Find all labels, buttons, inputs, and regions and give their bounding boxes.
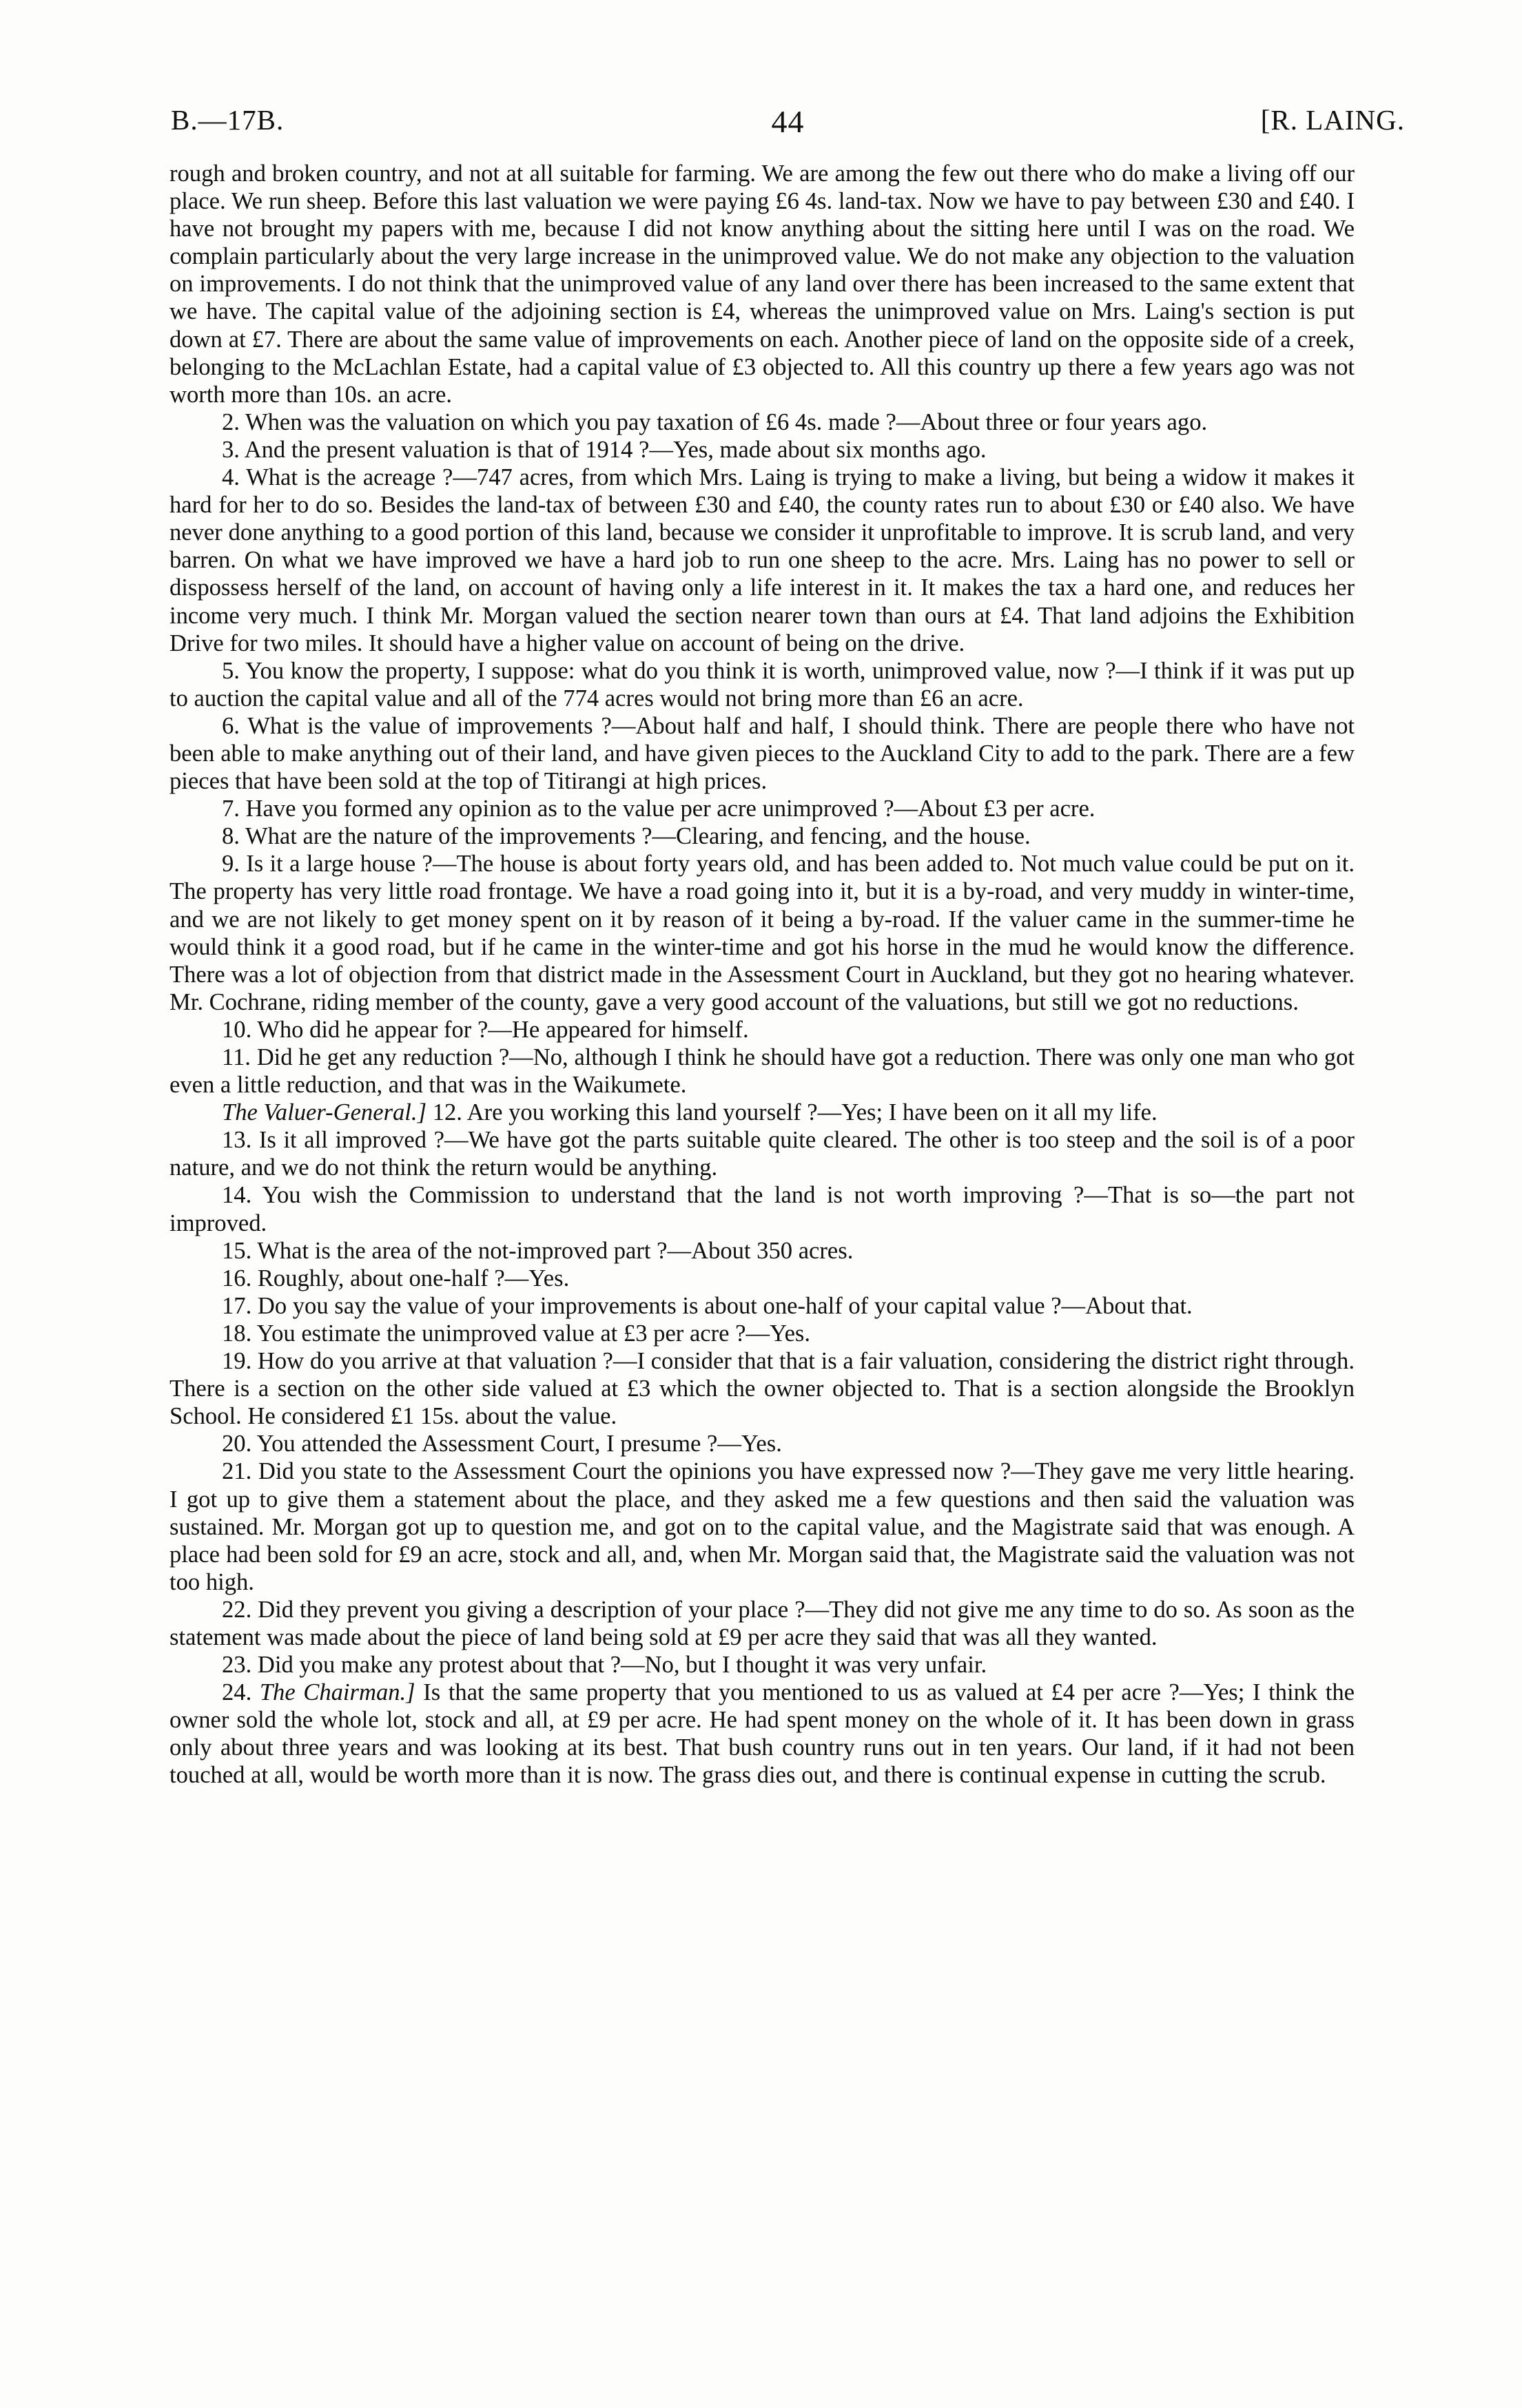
- paragraph: 10. Who did he appear for ?—He appeared for himself.: [222, 1016, 749, 1043]
- paragraph: 21. Did you state to the Assessment Court the opinions you have expressed now ?—They gave me very little hearing. I got up to give them a statement about the place, and they asked me a few questions and then said the valuation was sustained. Mr. Morgan got up to question me, and got on to the capital value, and the Magistrate said that was enough. A place had been sold for £9 an acre, stock and all, and, when Mr. Morgan said that, the Magistrate said the valuation was not too high.: [169, 1458, 1355, 1595]
- paragraph: 20. You attended the Assessment Court, I presume ?—Yes.: [222, 1431, 782, 1457]
- paragraph: 6. What is the value of improvements ?—About half and half, I should think. There are people there who have not been able to make anything out of their land, and have given pieces to the Auckland City to add to the park. There are a few pieces that have been sold at the top of Titirangi at high prices.: [169, 712, 1355, 795]
- paragraph: 22. Did they prevent you giving a description of your place ?—They did not give me any time to do so. As soon as the statement was made about the piece of land being sold at £9 per acre they said that was all they wanted.: [169, 1596, 1355, 1650]
- paragraph: 8. What are the nature of the improvements ?—Clearing, and fencing, and the house.: [222, 823, 1031, 850]
- paragraph: 18. You estimate the unimproved value at £3 per acre ?—Yes.: [222, 1320, 811, 1347]
- page-header: [171, 103, 1405, 145]
- paragraph: 16. Roughly, about one-half ?—Yes.: [222, 1265, 570, 1291]
- witness-name: [R. LAING.: [1260, 104, 1405, 136]
- document-reference: B.—17B.: [171, 104, 285, 136]
- paragraph: [169, 1679, 1355, 1789]
- paragraph: 9. Is it a large house ?—The house is about forty years old, and has been added to. Not much value could be put on it. The property has very little road frontage. We have a road going into it, but it is a by-road, and very muddy in winter-time, and we are not likely to get money spent on it by reason of it being a by-road. If the valuer came in the summer-time he would think it a good road, but if he came in the winter-time and got his horse in the mud he would know the difference. There was a lot of objection from that district made in the Assessment Court in Auckland, but they got no hearing whatever. Mr. Cochrane, riding member of the county, gave a very good account of the valuations, but still we got no reductions.: [169, 851, 1355, 1015]
- paragraph: 4. What is the acreage ?—747 acres, from which Mrs. Laing is trying to make a living, but being a widow it makes it hard for her to do so. Besides the land-tax of between £30 and £40, the county rates run to about £30 or £40 also. We have never done anything to a good portion of this land, because we consider it unprofitable to improve. It is scrub land, and very barren. On what we have improved we have a hard job to run one sheep to the acre. Mrs. Laing has no power to sell or dispossess herself of the land, on account of having only a life interest in it. It makes the tax a hard one, and reduces her income very much. I think Mr. Morgan valued the section nearer town than ours at £4. That land adjoins the Exhibition Drive for two miles. It should have a higher value on account of being on the drive.: [169, 464, 1355, 656]
- speaker-label: The Valuer-General.]: [222, 1099, 427, 1126]
- paragraph: 15. What is the area of the not-improved part ?—About 350 acres.: [222, 1237, 854, 1264]
- page-number: 44: [771, 104, 805, 139]
- paragraph-text: 12. Are you working this land yourself ?—Yes; I have been on it all my life.: [432, 1099, 1158, 1126]
- paragraph: 19. How do you arrive at that valuation ?—I consider that that is a fair valuation, considering the district right through. There is a section on the other side valued at £3 which the owner objected to. That is a section alongside the Brooklyn School. He considered £1 15s. about the value.: [169, 1348, 1355, 1430]
- paragraph: 7. Have you formed any opinion as to the value per acre unimproved ?—About £3 per acre.: [222, 796, 1096, 822]
- paragraph: 17. Do you say the value of your improvements is about one-half of your capital value ?—About that.: [222, 1292, 1193, 1319]
- paragraph-text: Is that the same property that you mentioned to us as valued at £4 per acre ?—Yes; I think the owner sold the whole lot, stock and all, at £9 per acre. He had spent money on the whole of it. It has been down in grass only about three years and was looking at its best. That bush country runs out in ten years. Our land, if it had not been touched at all, would be worth more than it is now. The grass dies out, and there is continual expense in cutting the scrub.: [169, 1679, 1355, 1789]
- paragraph: 3. And the present valuation is that of 1914 ?—Yes, made about six months ago.: [222, 436, 987, 463]
- paragraph: 2. When was the valuation on which you pay taxation of £6 4s. made ?—About three or four years ago.: [222, 408, 1208, 435]
- paragraph: 14. You wish the Commission to understand that the land is not worth improving ?—That is so—the part not improved.: [169, 1182, 1355, 1236]
- evidence-text: [169, 160, 1355, 1789]
- question-number: 24.: [222, 1679, 252, 1706]
- paragraph: [169, 1099, 1355, 1126]
- paragraph: 23. Did you make any protest about that ?—No, but I thought it was very unfair.: [222, 1652, 987, 1679]
- paragraph: 5. You know the property, I suppose: what do you think it is worth, unimproved value, now ?—I think if it was put up to auction the capital value and all of the 774 acres would not bring more than £6 an acre.: [169, 657, 1355, 712]
- paragraph: 11. Did he get any reduction ?—No, although I think he should have got a reduction. There was only one man who got even a little reduction, and that was in the Waikumete.: [169, 1044, 1355, 1099]
- paragraph: rough and broken country, and not at all suitable for farming. We are among the few out there who do make a living off our place. We run sheep. Before this last valuation we were paying £6 4s. land-tax. Now we have to pay between £30 and £40. I have not brought my papers with me, because I did not know anything about the sitting here until I was on the road. We complain particularly about the very large increase in the unimproved value. We do not make any objection to the valuation on improvements. I do not think that the unimproved value of any land over there has been increased to the same extent that we have. The capital value of the adjoining section is £4, whereas the unimproved value on Mrs. Laing's section is put down at £7. There are about the same value of improvements on each. Another piece of land on the opposite side of a creek, belonging to the McLachlan Estate, had a capital value of £3 objected to. All this country up there a few years ago was not worth more than 10s. an acre.: [169, 160, 1355, 408]
- paragraph: 13. Is it all improved ?—We have got the parts suitable quite cleared. The other is too steep and the soil is of a poor nature, and we do not think the return would be anything.: [169, 1127, 1355, 1181]
- speaker-label: The Chairman.]: [259, 1679, 415, 1706]
